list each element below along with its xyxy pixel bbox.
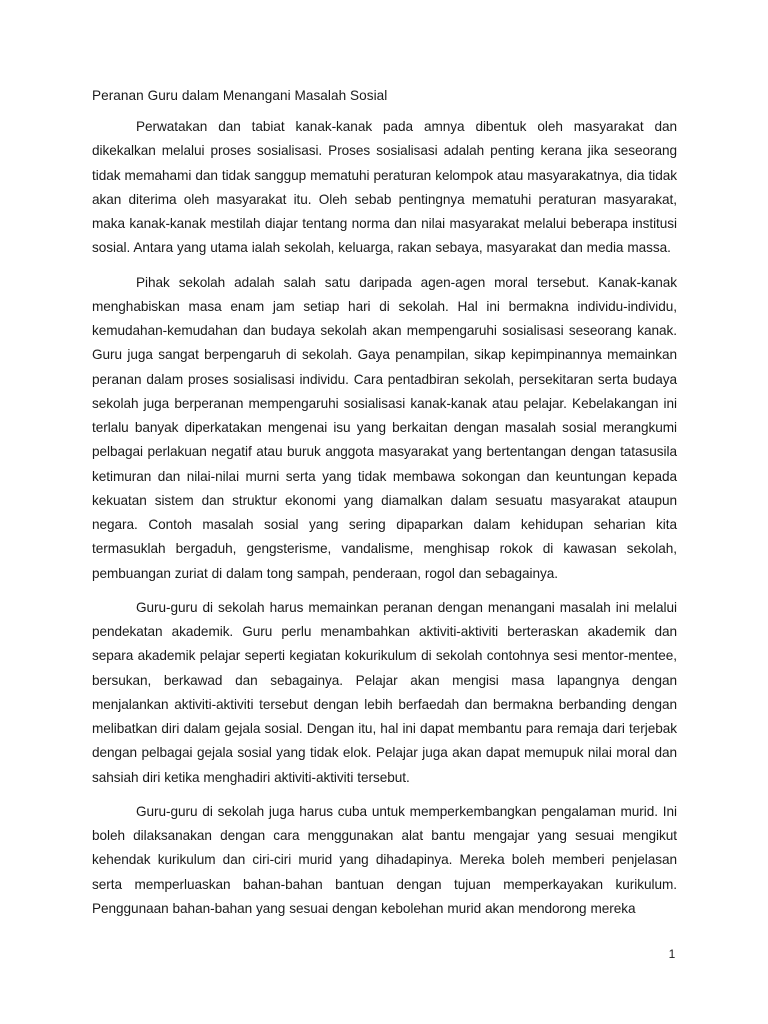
document-title: Peranan Guru dalam Menangani Masalah Sosial — [92, 88, 388, 103]
paragraph: Pihak sekolah adalah salah satu daripada agen-agen moral tersebut. Kanak-kanak menghabiskan masa enam jam setiap hari di sekolah. Hal ini bermakna individu-individu, kemudahan-kemudahan dan budaya sekolah akan mempengaruhi sosialisasi seseorang kanak. Guru juga sangat berpengaruh di sekolah. Gaya penampilan, sikap kepimpinannya memainkan peranan dalam proses sosialisasi individu. Cara pentadbiran sekolah, persekitaran serta budaya sekolah juga berperanan mempengaruhi sosialisasi kanak-kanak atau pelajar. Kebelakangan ini terlalu banyak diperkatakan mengenai isu yang berkaitan dengan masalah sosial merangkumi pelbagai perlakuan negatif atau buruk anggota masyarakat yang bertentangan dengan tatasusila ketimuran dan nilai-nilai murni serta yang tidak membawa sokongan dan keuntungan kepada kekuatan sistem dan struktur ekonomi yang diamalkan dalam sesuatu masyarakat ataupun negara. Contoh masalah sosial yang sering dipaparkan dalam kehidupan seharian kita termasuklah bergaduh, gengsterisme, vandalisme, menghisap rokok di kawasan sekolah, pembuangan zuriat di dalam tong sampah, penderaan, rogol dan sebagainya. — [92, 274, 677, 581]
paragraph: Perwatakan dan tabiat kanak-kanak pada amnya dibentuk oleh masyarakat dan dikekalkan melalui proses sosialisasi. Proses sosialisasi adalah penting kerana jika seseorang tidak memahami dan tidak sanggup mematuhi peraturan kelompok atau masyarakatnya, dia tidak akan diterima oleh masyarakat itu. Oleh sebab pentingnya mematuhi peraturan masyarakat, maka kanak-kanak mestilah diajar tentang norma dan nilai masyarakat melalui beberapa institusi sosial. Antara yang utama ialah sekolah, keluarga, rakan sebaya, masyarakat dan media massa. — [92, 119, 677, 256]
paragraph: Guru-guru di sekolah juga harus cuba untuk memperkembangkan pengalaman murid. Ini boleh dilaksanakan dengan cara menggunakan alat bantu mengajar yang sesuai mengikut kehendak kurikulum dan ciri-ciri murid yang dihadapinya. Mereka boleh memberi penjelasan serta memperluaskan bahan-bahan bantuan dengan tujuan memperkayakan kurikulum. Penggunaan bahan-bahan yang sesuai dengan kebolehan murid akan mendorong mereka — [92, 803, 677, 916]
paragraph: Guru-guru di sekolah harus memainkan peranan dengan menangani masalah ini melalui pendekatan akademik. Guru perlu menambahkan aktiviti-aktiviti berteraskan akademik dan separa akademik pelajar seperti kegiatan kokurikulum di sekolah contohnya sesi mentor-mentee, bersukan, berkawad dan sebagainya. Pelajar akan mengisi masa lapangnya dengan menjalankan aktiviti-aktiviti tersebut dengan lebih berfaedah dan bermakna berbanding dengan melibatkan diri dalam gejala sosial. Dengan itu, hal ini dapat membantu para remaja dari terjebak dengan pelbagai gejala sosial yang tidak elok. Pelajar juga akan dapat memupuk nilai moral dan sahsiah diri ketika menghadiri aktiviti-aktiviti tersebut. — [92, 599, 677, 785]
page-number: 1 — [668, 947, 676, 961]
document-page — [92, 84, 677, 931]
